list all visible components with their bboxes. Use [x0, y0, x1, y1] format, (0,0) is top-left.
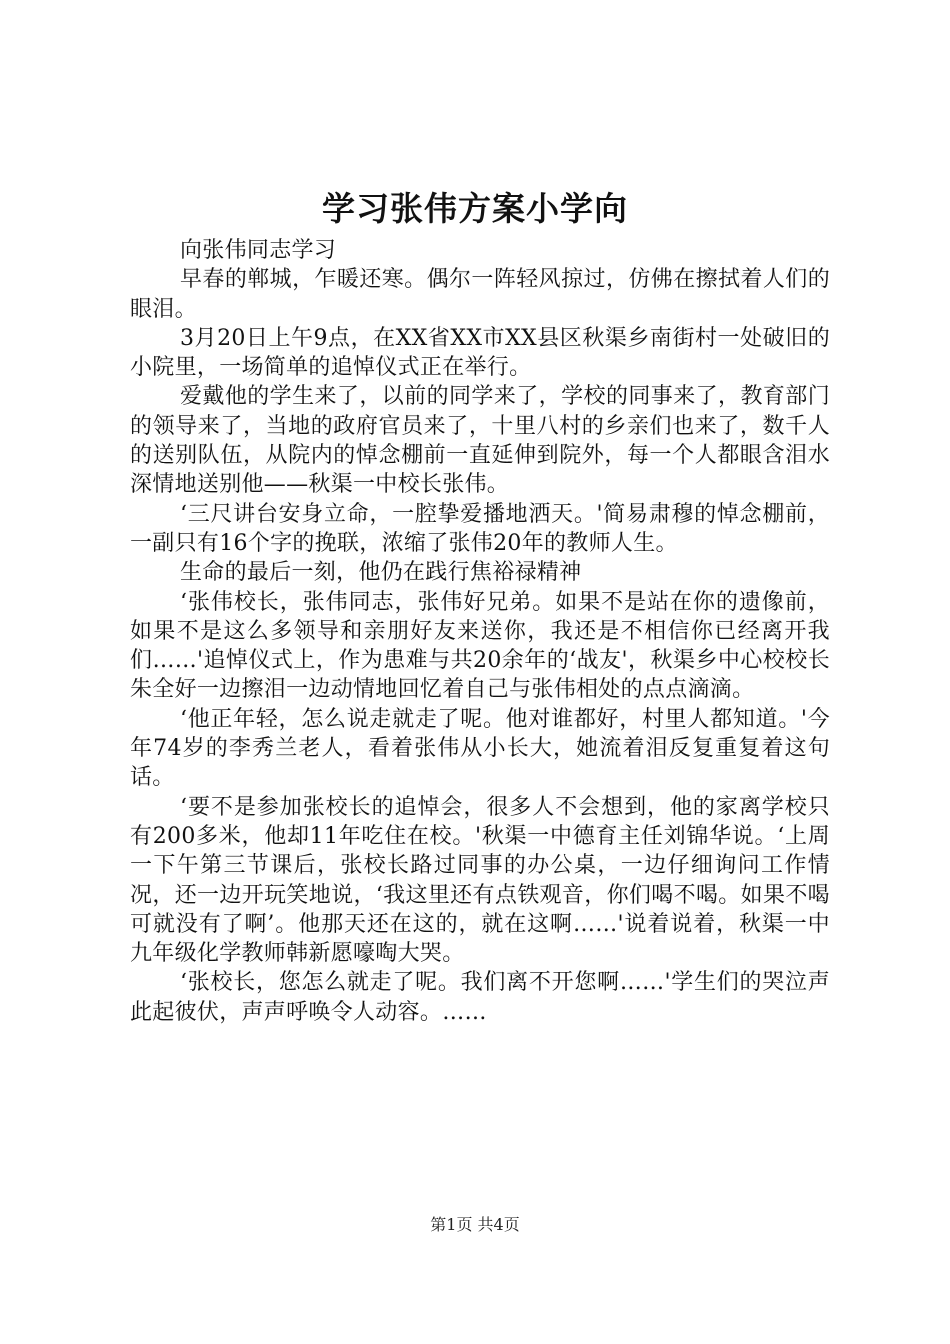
paragraph: ‘要不是参加张校长的追悼会，很多人不会想到，他的家离学校只有200多米，他却11年吃住在校。'秋渠一中德育主任刘锦华说。‘上周一下午第三节课后，张校长路过同事的办公桌，一边仔细询问工作情况，还一边开玩笑地说，‘我这里还有点铁观音，你们喝不喝。如果不喝可就没有了啊’。他那天还在这的，就在这啊……'说着说着，秋渠一中九年级化学教师韩新愿嚎啕大哭。: [130, 794, 830, 967]
paragraph: 早春的郸城，乍暖还寒。偶尔一阵轻风掠过，仿佛在擦拭着人们的眼泪。: [130, 267, 830, 322]
document-title: 学习张伟方案小学向: [322, 189, 628, 228]
document-body: [130, 236, 830, 1027]
paragraph: ‘张校长，您怎么就走了呢。我们离不开您啊……'学生们的哭泣声此起彼伏，声声呼唤令人动容。……: [130, 970, 830, 1025]
paragraph: ‘张伟校长，张伟同志，张伟好兄弟。如果不是站在你的遗像前，如果不是这么多领导和亲朋好友来送你，我还是不相信你已经离开我们……'追悼仪式上，作为患难与共20余年的‘战友'，秋渠乡中心校校长朱全好一边擦泪一边动情地回忆着自己与张伟相处的点点滴滴。: [130, 589, 830, 703]
paragraph-subheading: 向张伟同志学习: [180, 238, 337, 263]
page-number-footer: 第1页 共4页: [430, 1215, 520, 1234]
paragraph: 3月20日上午9点，在XX省XX市XX县区秋渠乡南街村一处破旧的小院里，一场简单的追悼仪式正在举行。: [130, 325, 830, 381]
paragraph: ‘他正年轻，怎么说走就走了呢。他对谁都好，村里人都知道。'今年74岁的李秀兰老人，看着张伟从小长大，她流着泪反复重复着这句话。: [130, 706, 830, 791]
paragraph: 爱戴他的学生来了，以前的同学来了，学校的同事来了，教育部门的领导来了，当地的政府官员来了，十里八村的乡亲们也来了，数千人的送别队伍，从院内的悼念棚前一直延伸到院外，每一个人都眼含泪水深情地送别他——秋渠一中校长张伟。: [130, 384, 830, 498]
paragraph: ‘三尺讲台安身立命，一腔挚爱播地洒天。'简易肃穆的悼念棚前，一副只有16个字的挽联，浓缩了张伟20年的教师人生。: [130, 501, 830, 556]
paragraph-subheading: 生命的最后一刻，他仍在践行焦裕禄精神: [180, 560, 582, 586]
